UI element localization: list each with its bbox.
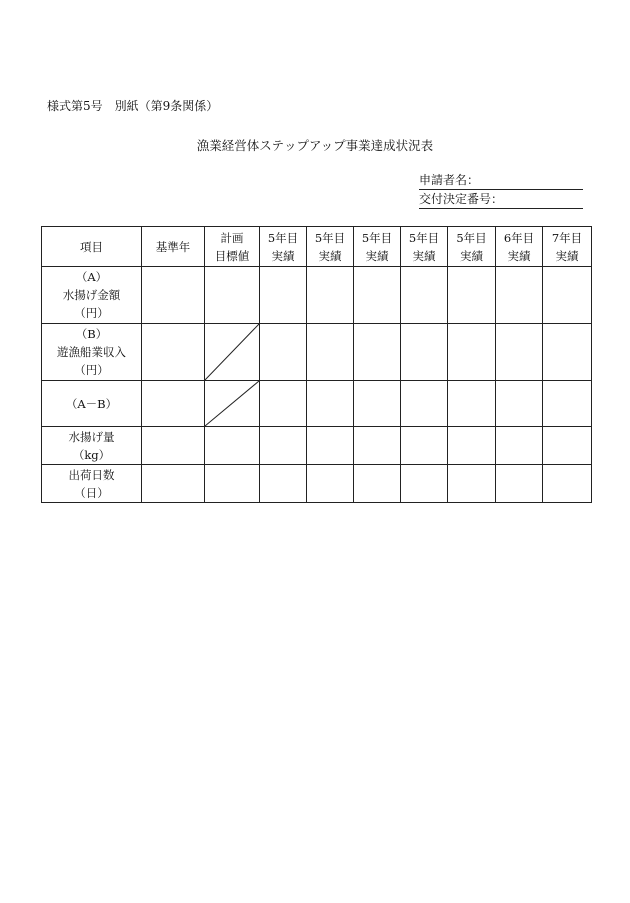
table-cell[interactable]	[496, 465, 543, 503]
diagonal-slash	[205, 381, 259, 426]
table-cell[interactable]	[401, 324, 448, 381]
header-base-year: 基準年	[142, 227, 205, 267]
table-cell[interactable]	[543, 324, 592, 381]
applicant-name-field[interactable]	[419, 172, 583, 190]
table-cell[interactable]	[496, 324, 543, 381]
header-result: 7年目 実績	[543, 227, 592, 267]
table-cell[interactable]	[205, 267, 260, 324]
table-cell[interactable]	[354, 324, 401, 381]
table-cell[interactable]	[354, 465, 401, 503]
table-cell[interactable]	[448, 324, 496, 381]
table-cell[interactable]	[496, 267, 543, 324]
table-cell[interactable]	[496, 381, 543, 427]
table-cell[interactable]	[307, 267, 354, 324]
table-cell[interactable]	[142, 267, 205, 324]
table-cell[interactable]	[205, 465, 260, 503]
table-row	[42, 427, 592, 465]
document-title: 漁業経営体ステップアップ事業達成状況表	[196, 138, 434, 153]
table-cell[interactable]	[307, 381, 354, 427]
row-label: 出荷日数 （日）	[42, 465, 142, 503]
header-result: 5年目 実績	[401, 227, 448, 267]
table-cell[interactable]	[448, 465, 496, 503]
table-cell[interactable]	[401, 267, 448, 324]
table-cell[interactable]	[142, 427, 205, 465]
table-cell[interactable]	[142, 381, 205, 427]
header-result: 5年目 実績	[354, 227, 401, 267]
diagonal-slash	[205, 324, 259, 380]
table-cell[interactable]	[354, 427, 401, 465]
diagonal-cell	[205, 381, 260, 427]
table-cell[interactable]	[448, 381, 496, 427]
table-cell[interactable]	[543, 465, 592, 503]
achievement-table	[41, 226, 592, 503]
table-cell[interactable]	[543, 267, 592, 324]
table-cell[interactable]	[260, 427, 307, 465]
table-cell[interactable]	[307, 465, 354, 503]
table-row	[42, 381, 592, 427]
table-cell[interactable]	[142, 324, 205, 381]
header-plan-target: 計画 目標値	[205, 227, 260, 267]
table-cell[interactable]	[401, 465, 448, 503]
header-row	[42, 227, 592, 267]
table-cell[interactable]	[307, 427, 354, 465]
table-row	[42, 465, 592, 503]
decision-number-field[interactable]	[419, 191, 583, 209]
table-cell[interactable]	[260, 381, 307, 427]
diagonal-cell	[205, 324, 260, 381]
header-result: 5年目 実績	[307, 227, 354, 267]
table-cell[interactable]	[496, 427, 543, 465]
header-result: 5年目 実績	[448, 227, 496, 267]
table-cell[interactable]	[354, 267, 401, 324]
table-cell[interactable]	[205, 427, 260, 465]
row-label: （A－B）	[42, 381, 142, 427]
table-cell[interactable]	[354, 381, 401, 427]
applicant-name-label: 申請者名：	[419, 173, 480, 187]
row-label: （B） 遊漁船業収入 （円）	[42, 324, 142, 381]
table-cell[interactable]	[260, 324, 307, 381]
table-cell[interactable]	[543, 427, 592, 465]
table-cell[interactable]	[448, 427, 496, 465]
row-label: （A） 水揚げ金額 （円）	[42, 267, 142, 324]
table-cell[interactable]	[260, 267, 307, 324]
table-row	[42, 324, 592, 381]
table-cell[interactable]	[448, 267, 496, 324]
table-cell[interactable]	[401, 427, 448, 465]
table-cell[interactable]	[307, 324, 354, 381]
table-cell[interactable]	[543, 381, 592, 427]
decision-number-label: 交付決定番号：	[419, 192, 504, 206]
header-item: 項目	[42, 227, 142, 267]
table-cell[interactable]	[260, 465, 307, 503]
table-cell[interactable]	[401, 381, 448, 427]
row-label: 水揚げ量 （kg）	[42, 427, 142, 465]
form-number: 様式第5号 別紙（第9条関係）	[47, 99, 219, 113]
header-result: 5年目 実績	[260, 227, 307, 267]
header-result: 6年目 実績	[496, 227, 543, 267]
table-cell[interactable]	[142, 465, 205, 503]
table-row	[42, 267, 592, 324]
